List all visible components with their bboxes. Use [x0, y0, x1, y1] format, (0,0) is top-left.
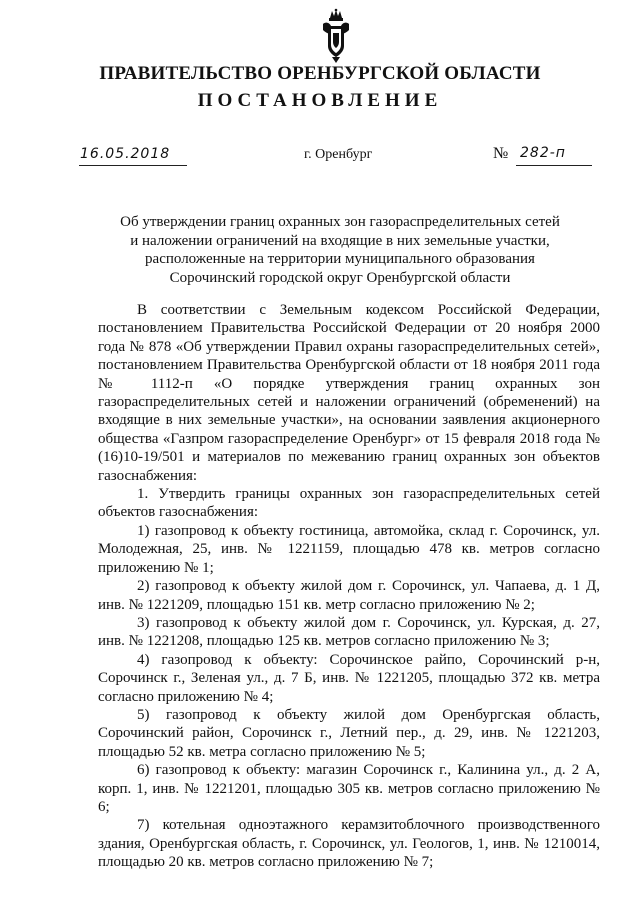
- intro-paragraph: В соответствии с Земельным кодексом Российской Федерации, постановлением Правительства Российской Федерации от 20 ноября 2000 года № 878 «Об утверждении Правил охраны газораспределительных сетей», постановлением Правительства Оренбургской области от 18 ноября 2011 года № 1112-п «О порядке утверждения границ охранных зон газораспределительных сетей и наложении ограничений (обременений) на входящие в них земельные участки», на основании заявления акционерного общества «Газпром газораспределение Оренбург» от 15 февраля 2018 года № (16)10-19/501 и материалов по межеванию границ охранных зон объектов газоснабжения:: [98, 302, 600, 484]
- subject-line: и наложении ограничений на входящие в них земельные участки,: [130, 232, 550, 249]
- list-item: 7) котельная одноэтажного керамзитоблочного производственного здания, Оренбургская область, г. Сорочинск, ул. Геологов, 1, инв. № 1210014, площадью 20 кв. метров согласно приложению № 7;: [98, 817, 600, 871]
- document-number: 282-п: [520, 145, 566, 161]
- list-item: 3) газопровод к объекту жилой дом г. Сорочинск, ул. Курская, д. 27, инв. № 1221208, площадью 125 кв. метров согласно приложению № 3;: [98, 614, 600, 650]
- document-body: [98, 301, 600, 872]
- document-city: г. Оренбург: [304, 147, 373, 162]
- subject-line: Сорочинский городской округ Оренбургской области: [169, 269, 511, 286]
- document-date: 16.05.2018: [80, 146, 171, 162]
- list-item: 6) газопровод к объекту: магазин Сорочинск г., Калинина ул., д. 2 А, корп. 1, инв. № 1221201, площадью 305 кв. метров согласно приложению № 6;: [98, 762, 600, 815]
- document-type: ПОСТАНОВЛЕНИЕ: [197, 90, 443, 111]
- document-subject: [100, 213, 580, 287]
- subject-line: Об утверждении границ охранных зон газораспределительных сетей: [120, 214, 560, 230]
- subject-line: расположенные на территории муниципального образования: [145, 251, 535, 267]
- point-1: 1. Утвердить границы охранных зон газораспределительных сетей объектов газоснабжения:: [98, 486, 600, 521]
- date-underline: [79, 165, 187, 166]
- number-label: №: [493, 145, 509, 162]
- government-title: ПРАВИТЕЛЬСТВО ОРЕНБУРГСКОЙ ОБЛАСТИ: [99, 63, 541, 84]
- list-item: 5) газопровод к объекту жилой дом Оренбургская область, Сорочинский район, Сорочинск г., Летний пер., д. 29, инв. № 1221203, площадью 52 кв. метра согласно приложению № 5;: [98, 706, 600, 760]
- coat-of-arms-icon: [319, 8, 353, 64]
- list-item: 4) газопровод к объекту: Сорочинское райпо, Сорочинский р-н, Сорочинск г., Зеленая ул., д. 7 Б, инв. № 1221205, площадью 372 кв. метра согласно приложению № 4;: [98, 651, 600, 705]
- list-item: 2) газопровод к объекту жилой дом г. Сорочинск, ул. Чапаева, д. 1 Д, инв. № 1221209, площадью 151 кв. метр согласно приложению № 2;: [98, 578, 600, 613]
- list-item: 1) газопровод к объекту гостиница, автомойка, склад г. Сорочинск, ул. Молодежная, 25, инв. № 1221159, площадью 478 кв. метров согласно приложению № 1;: [98, 522, 600, 576]
- number-underline: [516, 165, 592, 166]
